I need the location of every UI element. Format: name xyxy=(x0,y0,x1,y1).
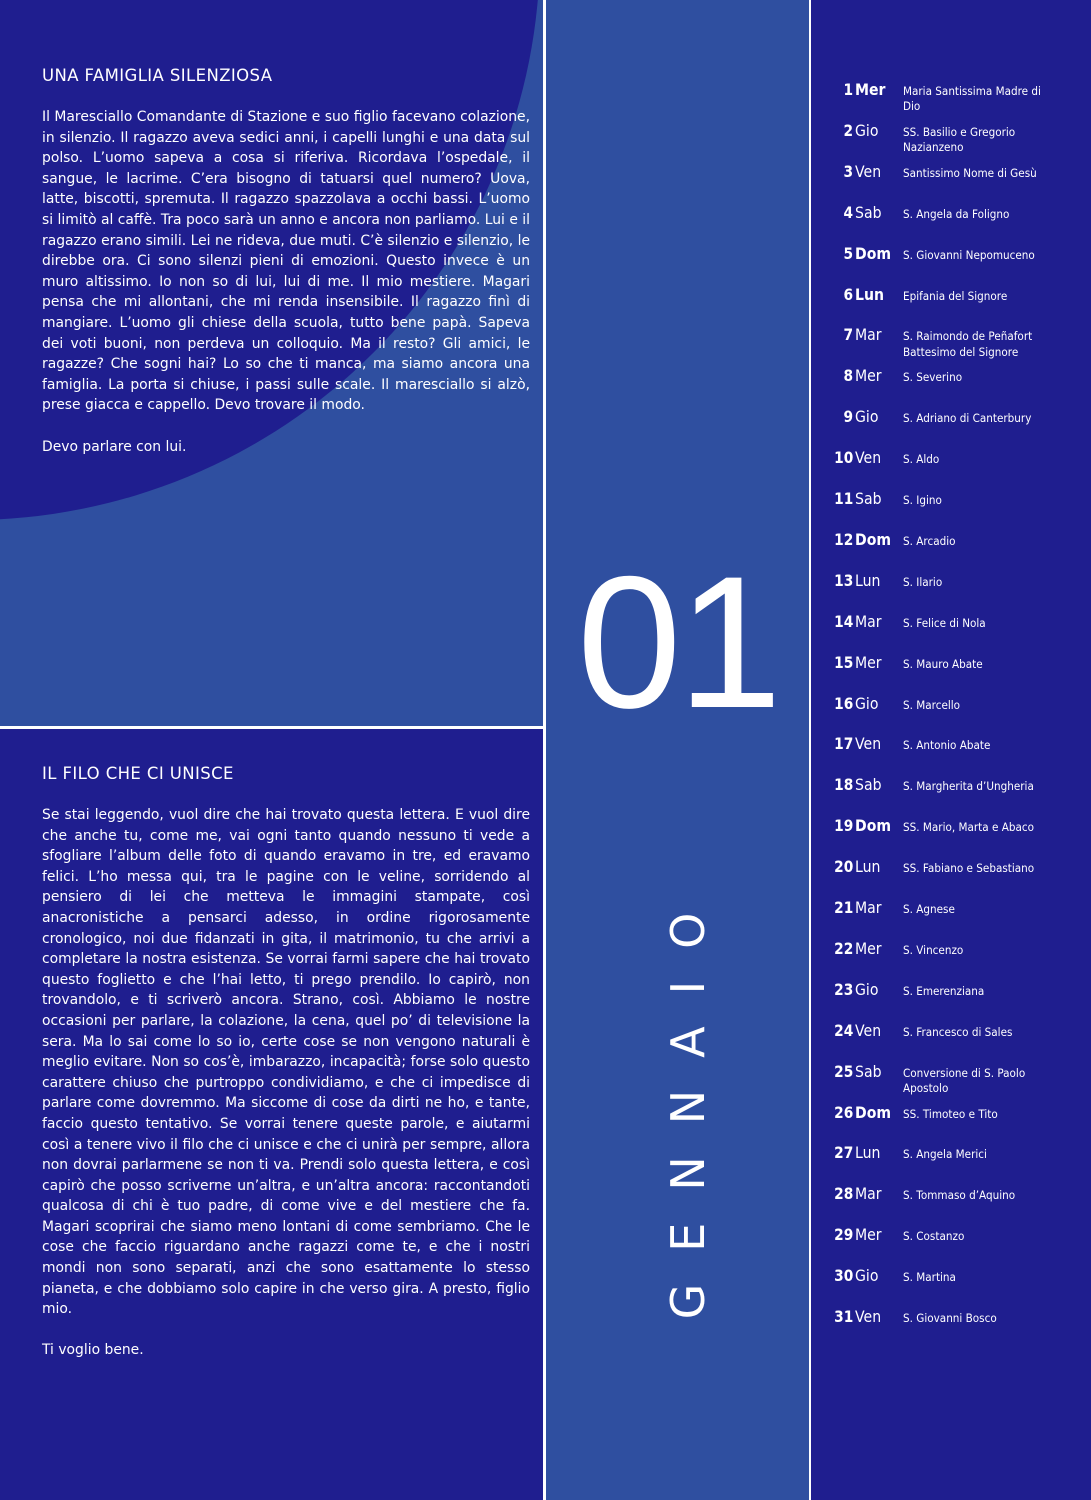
weekday: Ven xyxy=(855,734,882,754)
weekday: Sab xyxy=(855,202,882,222)
day-row xyxy=(811,489,1091,525)
saint-name: S. Antonio Abate xyxy=(903,738,991,753)
day-row xyxy=(811,448,1091,484)
saint-name: S. Aldo xyxy=(903,452,940,467)
day-number: 30 xyxy=(833,1266,853,1286)
saint-name: S. Francesco di Sales xyxy=(903,1024,1013,1039)
day-row xyxy=(811,80,1091,116)
day-number: 9 xyxy=(843,407,853,427)
day-row xyxy=(811,325,1091,361)
day-number: 16 xyxy=(833,693,853,713)
saint-name: S. Felice di Nola xyxy=(903,615,986,630)
saint-name: S. Arcadio xyxy=(903,533,956,548)
weekday: Gio xyxy=(855,120,879,140)
story-famiglia-silenziosa xyxy=(42,66,530,457)
saint-name: S. Severino xyxy=(903,370,963,385)
day-number: 29 xyxy=(833,1225,853,1245)
day-number: 22 xyxy=(833,938,853,958)
saint-name: S. Giovanni Nepomuceno xyxy=(903,247,1035,262)
day-number: 21 xyxy=(833,898,853,917)
weekday: Dom xyxy=(855,243,892,263)
weekday: Dom xyxy=(855,816,892,836)
day-number: 6 xyxy=(843,284,853,304)
horizontal-divider xyxy=(0,726,543,729)
weekday: Mar xyxy=(855,1184,882,1204)
saint-name: SS. Basilio e Gregorio Nazianzeno xyxy=(903,124,1016,155)
saint-name: S. Igino xyxy=(903,493,942,507)
day-row xyxy=(811,1021,1091,1057)
weekday: Lun xyxy=(855,570,881,590)
day-row xyxy=(811,121,1091,157)
day-number: 13 xyxy=(833,570,853,590)
day-number: 1 xyxy=(843,80,853,99)
day-number: 24 xyxy=(833,1020,853,1040)
day-number: 8 xyxy=(843,366,853,386)
story-body: Il Maresciallo Comandante di Stazione e suo figlio facevano colazione, in silenzio. Il ragazzo aveva sedici anni, i capelli lunghi e una data sul polso. L’uomo sapeva a cosa si riferiva. Ricordava l’ospedale, il sangue, le lacrime. C’era bisogno di tatuarsi quel numero? Uova, latte, biscotti, spremuta. Il ragazzo spazzolava a occhi bassi. L’uomo si limitò al caffè. Tra poco sarà un anno e ancora non parliamo. Lui e il ragazzo erano simili. Lei ne rideva, due muti. C’è silenzio e silenzio, le direbbe ora. Ci sono silenzi pieni di emozioni. Questo invece è un muro altissimo. Io non so di lui, lui di me. Il mio mestiere. Magari pensa che mi allontani, che mi renda insensibile. Il ragazzo finì di mangiare. L’uomo gli chiese della scuola, tutto bene papà. Sapeva dei voti buoni, non perdeva un colloquio. Ma il resto? Gli amici, le ragazze? Che sogni hai? Lo so che ti manca, ma siamo ancora una famiglia. La porta si chiuse, i passi sulle scale. Il maresciallo si alzò, prese giacca e cappello. Devo trovare il modo. xyxy=(42,109,530,414)
day-number: 3 xyxy=(843,161,853,181)
saint-name: SS. Timoteo e Tito xyxy=(903,1106,998,1121)
day-number: 14 xyxy=(833,611,853,631)
day-number: 7 xyxy=(843,325,853,345)
weekday: Ven xyxy=(855,448,882,468)
day-row xyxy=(811,980,1091,1016)
saint-name: S. Raimondo de Peñafort Battesimo del Signore xyxy=(903,329,1033,359)
saint-name: S. Tommaso d’Aquino xyxy=(903,1188,1016,1203)
weekday: Dom xyxy=(855,1102,892,1122)
day-row xyxy=(811,857,1091,893)
day-number: 28 xyxy=(833,1184,853,1204)
weekday: Mer xyxy=(855,80,886,99)
day-row xyxy=(811,1266,1091,1302)
weekday: Sab xyxy=(855,775,882,795)
weekday: Gio xyxy=(855,693,879,713)
day-number: 5 xyxy=(843,243,853,263)
saint-name: S. Margherita d’Ungheria xyxy=(903,779,1034,794)
saint-name: Maria Santissima Madre di Dio xyxy=(903,84,1041,114)
weekday: Ven xyxy=(855,1020,882,1040)
vertical-divider-right xyxy=(809,0,811,1500)
day-number: 20 xyxy=(833,857,853,877)
day-row xyxy=(811,162,1091,198)
day-row xyxy=(811,939,1091,975)
saint-name: S. Emerenziana xyxy=(903,983,985,998)
weekday: Dom xyxy=(855,529,892,549)
day-row xyxy=(811,1143,1091,1179)
vertical-divider-left xyxy=(543,0,546,1500)
day-row xyxy=(811,285,1091,321)
day-row xyxy=(811,1103,1091,1139)
day-row xyxy=(811,1225,1091,1261)
day-number: 23 xyxy=(833,979,853,999)
day-number: 4 xyxy=(843,202,853,222)
day-number: 27 xyxy=(833,1143,853,1163)
saint-name: S. Martina xyxy=(903,1270,956,1285)
weekday: Gio xyxy=(855,1266,879,1286)
weekday: Sab xyxy=(855,1061,882,1081)
story-closing: Ti voglio bene. xyxy=(42,1342,144,1359)
day-number: 12 xyxy=(833,529,853,549)
day-number: 15 xyxy=(833,652,853,672)
weekday: Mar xyxy=(855,898,882,917)
weekday: Ven xyxy=(855,1307,882,1326)
day-row xyxy=(811,734,1091,770)
day-row xyxy=(811,1062,1091,1098)
weekday: Mer xyxy=(855,938,882,958)
day-number: 10 xyxy=(833,448,853,468)
day-row xyxy=(811,612,1091,648)
saint-name: Conversione di S. Paolo Apostolo xyxy=(903,1065,1026,1095)
day-number: 31 xyxy=(833,1307,853,1326)
weekday: Mar xyxy=(855,611,882,631)
day-number: 18 xyxy=(833,775,853,795)
day-row xyxy=(811,775,1091,811)
saint-name: SS. Mario, Marta e Abaco xyxy=(903,820,1034,835)
day-row xyxy=(811,530,1091,566)
weekday: Mar xyxy=(855,325,882,345)
day-row xyxy=(811,571,1091,607)
day-number: 26 xyxy=(833,1102,853,1122)
month-number: 01 xyxy=(576,537,779,747)
story-filo-che-ci-unisce xyxy=(42,764,530,1361)
weekday: Sab xyxy=(855,489,882,508)
weekday: Lun xyxy=(855,1143,881,1163)
saint-name: S. Ilario xyxy=(903,574,943,589)
day-row xyxy=(811,366,1091,402)
saint-name: S. Angela Merici xyxy=(903,1147,987,1162)
weekday: Lun xyxy=(855,857,881,877)
saint-name: S. Costanzo xyxy=(903,1229,965,1244)
saint-name: S. Angela da Foligno xyxy=(903,206,1010,221)
day-row xyxy=(811,203,1091,239)
day-row xyxy=(811,694,1091,730)
weekday: Gio xyxy=(855,407,879,427)
saint-name: S. Marcello xyxy=(903,697,961,712)
saint-name: Epifania del Signore xyxy=(903,288,1008,303)
weekday: Mer xyxy=(855,366,882,386)
saint-name: S. Adriano di Canterbury xyxy=(903,411,1032,426)
saint-name: Santissimo Nome di Gesù xyxy=(903,165,1037,180)
day-number: 17 xyxy=(833,734,853,754)
saint-name: S. Vincenzo xyxy=(903,942,964,957)
days-list xyxy=(811,0,1091,1500)
saint-name: S. Agnese xyxy=(903,902,955,916)
story-title: IL FILO CHE CI UNISCE xyxy=(42,764,234,783)
month-name: GENNAIO xyxy=(661,880,715,1320)
weekday: Gio xyxy=(855,979,879,999)
day-row xyxy=(811,816,1091,852)
saint-name: S. Mauro Abate xyxy=(903,656,983,671)
day-row xyxy=(811,898,1091,934)
story-body: Se stai leggendo, vuol dire che hai trovato questa lettera. E vuol dire che anche tu, come me, vai ogni tanto quando nessuno ti vede a sfogliare l’album delle foto di quando eravamo in tre, ed eravamo felici. L’ho messa qui, tra le pagine con le veline, sorridendo al pensiero di lei che metteva le immagini stampate, così anacronistiche a pensarci adesso, in ordine rigorosamente cronologico, noi due fidanzati in gita, il matrimonio, tu che arrivi a completare la nostra esistenza. Se vorrai farmi sapere che hai trovato questo foglietto e che l’hai letto, ti prego prendilo. Io capirò, non trovandolo, e ti scriverò ancora. Strano, così. Abbiamo le nostre occasioni per parlare, la colazione, la cena, quel po’ di televisione la sera. Ma lo sai come lo so io, certe cose se non vengono naturali è meglio evitare. Non so cos’è, imbarazzo, incapacità; forse solo questo carattere chiuso che purtroppo condividiamo, e che ci impedisce di parlare come dovremmo. Ma siccome di cose da dirti ne ho, e tante, faccio questo tentativo. Se vorrai tenere queste parole, e aiutarmi così a tenere vivo il filo che ci unisce e che ci unirà per sempre, allora non dovrai parlarmene se non ti va. Prendi solo questa lettera, e così capirò che posso scriverne un’altra, e un’altra ancora: raccontandoti qualcosa di chi è tuo padre, di come vive e del mestiere che fa. Magari scoprirai che siamo meno lontani di come sembriamo. Che le cose che faccio riguardano anche ragazzi come te, e che i nostri mondi non sono separati, anzi che sono esattamente lo stesso pianeta, e che dobbiamo solo capire in che verso gira. A presto, figlio mio. xyxy=(42,807,530,1318)
day-row xyxy=(811,1307,1091,1343)
saint-name: SS. Fabiano e Sebastiano xyxy=(903,861,1035,876)
weekday: Ven xyxy=(855,161,882,181)
weekday: Lun xyxy=(855,284,885,304)
day-row xyxy=(811,1184,1091,1220)
weekday: Mer xyxy=(855,1225,882,1245)
day-row xyxy=(811,653,1091,689)
saint-name: S. Giovanni Bosco xyxy=(903,1311,997,1325)
day-number: 19 xyxy=(833,816,853,836)
day-number: 2 xyxy=(843,120,853,140)
story-title: UNA FAMIGLIA SILENZIOSA xyxy=(42,66,273,85)
day-row xyxy=(811,407,1091,443)
weekday: Mer xyxy=(855,652,882,672)
day-number: 25 xyxy=(833,1061,853,1081)
day-number: 11 xyxy=(833,489,853,508)
day-row xyxy=(811,244,1091,280)
story-closing: Devo parlare con lui. xyxy=(42,438,187,455)
